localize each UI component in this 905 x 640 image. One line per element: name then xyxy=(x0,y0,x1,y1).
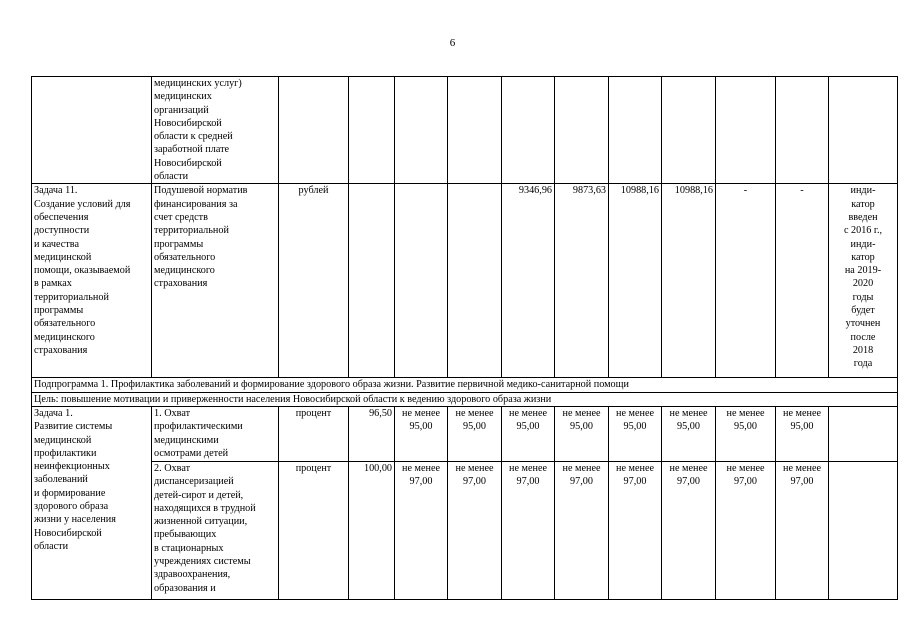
note-cell xyxy=(829,406,898,461)
indicator-cell: 2. Охват диспансеризацией детей-сирот и детей, находящихся в трудной жизненной ситуации, пребывающих в стационарных учреждениях системы здравоохранения, образования и xyxy=(152,461,279,599)
indicator-cell: 1. Охват профилактическими медицинскими осмотрами детей xyxy=(152,406,279,461)
value-cell: не менее 97,00 xyxy=(395,461,448,599)
value-cell: не менее 95,00 xyxy=(395,406,448,461)
value-cell: не менее 95,00 xyxy=(609,406,662,461)
value-cell: не менее 95,00 xyxy=(555,406,609,461)
value-cell xyxy=(349,77,395,184)
indicator-cell: медицинских услуг) медицинских организаций Новосибирской области к средней заработной плате Новосибирской области xyxy=(152,77,279,184)
value-cell xyxy=(502,77,555,184)
value-cell xyxy=(609,77,662,184)
value-cell: не менее 97,00 xyxy=(555,461,609,599)
value-cell xyxy=(716,77,776,184)
task-cell: Задача 11. Создание условий для обеспечения доступности и качества медицинской помощи, оказываемой в рамках территориальной программы обязательного медицинского страхования xyxy=(32,184,152,378)
value-cell: не менее 95,00 xyxy=(716,406,776,461)
unit-cell: процент xyxy=(279,461,349,599)
goal-row xyxy=(32,392,898,406)
value-cell xyxy=(395,77,448,184)
table-row xyxy=(32,406,898,461)
value-cell: не менее 97,00 xyxy=(502,461,555,599)
indicator-cell: Подушевой норматив финансирования за счет средств территориальной программы обязательного медицинского страхования xyxy=(152,184,279,378)
subprogram-row xyxy=(32,378,898,392)
value-cell xyxy=(395,184,448,378)
indicators-table xyxy=(31,76,898,600)
value-cell: - xyxy=(776,184,829,378)
value-cell: 96,50 xyxy=(349,406,395,461)
value-cell: 9873,63 xyxy=(555,184,609,378)
value-cell: 100,00 xyxy=(349,461,395,599)
task-cell xyxy=(32,77,152,184)
value-cell: 10988,16 xyxy=(609,184,662,378)
value-cell xyxy=(662,77,716,184)
value-cell: - xyxy=(716,184,776,378)
unit-cell: рублей xyxy=(279,184,349,378)
task-cell: Задача 1. Развитие системы медицинской профилактики неинфекционных заболеваний и формирование здорового образа жизни у населения Новосибирской области xyxy=(32,406,152,599)
unit-cell xyxy=(279,77,349,184)
unit-cell: процент xyxy=(279,406,349,461)
value-cell: не менее 97,00 xyxy=(716,461,776,599)
value-cell xyxy=(448,184,502,378)
value-cell: не менее 97,00 xyxy=(776,461,829,599)
value-cell xyxy=(555,77,609,184)
value-cell: 9346,96 xyxy=(502,184,555,378)
table-row xyxy=(32,461,898,599)
value-cell: не менее 95,00 xyxy=(776,406,829,461)
value-cell: не менее 97,00 xyxy=(662,461,716,599)
page-number: 6 xyxy=(449,37,456,49)
subprogram-title: Подпрограмма 1. Профилактика заболеваний и формирование здорового образа жизни. Развитие первичной медико-санитарной помощи xyxy=(32,378,898,392)
value-cell: не менее 97,00 xyxy=(609,461,662,599)
value-cell xyxy=(448,77,502,184)
note-cell xyxy=(829,77,898,184)
value-cell: не менее 95,00 xyxy=(502,406,555,461)
value-cell: не менее 95,00 xyxy=(662,406,716,461)
goal-title: Цель: повышение мотивации и приверженности населения Новосибирской области к ведению здорового образа жизни xyxy=(32,392,898,406)
value-cell xyxy=(349,184,395,378)
table-row xyxy=(32,184,898,378)
note-cell: инди- катор введен с 2016 г., инди- катор на 2019- 2020 годы будет уточнен после 2018 года xyxy=(829,184,898,378)
table-row xyxy=(32,77,898,184)
value-cell: не менее 97,00 xyxy=(448,461,502,599)
value-cell xyxy=(776,77,829,184)
note-cell xyxy=(829,461,898,599)
value-cell: не менее 95,00 xyxy=(448,406,502,461)
value-cell: 10988,16 xyxy=(662,184,716,378)
